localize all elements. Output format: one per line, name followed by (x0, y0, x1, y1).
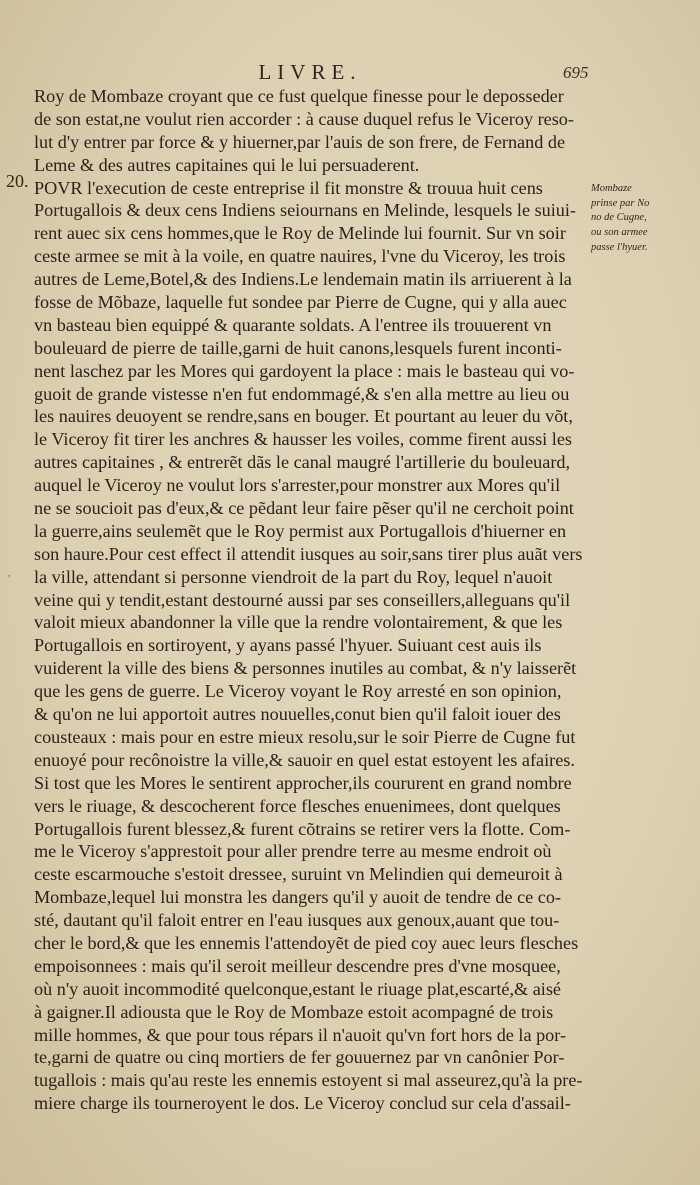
text-line: Portugallois & deux cens Indiens seiournans en Melinde, lesquels le suiui- (34, 200, 576, 221)
text-line: me le Viceroy s'apprestoit pour aller prendre terre au mesme endroit où (34, 841, 552, 862)
text-line: & qu'on ne lui apportoit autres nouuelles,conut bien qu'il faloit iouer des (34, 704, 561, 725)
text-line: guoit de grande vistesse n'en fut endommagé,& s'en alla mettre au lieu ou (34, 383, 570, 404)
text-line: lut d'y entrer par force & y hiuerner,par l'auis de son frere, de Fernand de (34, 131, 566, 152)
text-line: tugallois : mais qu'au reste les ennemis estoyent si mal asseurez,qu'à la pre- (34, 1070, 583, 1091)
text-line: les nauires deuoyent se rendre,sans en bouger. Et pourtant au leuer du võt, (34, 406, 573, 427)
text-line: bouleuard de pierre de taille,garni de huit canons,lesquels furent inconti- (34, 337, 562, 358)
text-line: nent laschez par les Mores qui gardoyent la place : mais le basteau qui vo- (34, 360, 575, 381)
text-line: cousteaux : mais pour en estre mieux resolu,sur le soir Pierre de Cugne fut (34, 726, 576, 747)
text-line: fosse de Mõbaze, laquelle fut sondee par Pierre de Cugne, qui y alla auec (34, 292, 567, 313)
margin-note-line: ou son armee (591, 227, 648, 239)
text-line: sté, dautant qu'il faloit entrer en l'eau iusques aux genoux,auant que tou- (34, 910, 560, 931)
margin-note-line: passe l'hyuer. (591, 241, 648, 253)
margin-note (591, 182, 696, 256)
text-line: vers le riuage, & descocherent force flesches enuenimees, dont quelques (34, 795, 561, 816)
text-line: vuiderent la ville des biens & personnes inutiles au combat, & n'y laisserẽt (34, 658, 577, 679)
text-line: ceste escarmouche s'estoit dressee, suruint vn Melindien qui demeuroit à (34, 864, 563, 885)
text-line: rent auec six cens hommes,que le Roy de Melinde lui fournit. Sur vn soir (34, 223, 566, 244)
text-line: miere charge ils tourneroyent le dos. Le Viceroy conclud sur cela d'assail- (34, 1093, 571, 1114)
text-line: enuoyé pour recônoistre la ville,& sauoir en quel estat estoyent les afaires. (34, 749, 575, 770)
text-line: empoisonnees : mais qu'il seroit meilleur descendre pres d'vne mosquee, (34, 955, 561, 976)
running-header-title: LIVRE. (258, 60, 362, 84)
text-line: Leme & des autres capitaines qui le lui persuaderent. (34, 154, 420, 175)
text-line: POVR l'execution de ceste entreprise il fit monstre & trouua huit cens (34, 177, 543, 198)
margin-note-line: Mombaze (591, 183, 632, 194)
text-line: de son estat,ne voulut rien accorder : à cause duquel refus le Viceroy reso- (34, 108, 574, 129)
text-line: à gaigner.Il adiousta que le Roy de Mombaze estoit acompagné de trois (34, 1001, 554, 1022)
section-number: 20. (6, 171, 29, 191)
margin-mark: , (8, 568, 11, 579)
text-line: veine qui y tendit,estant destourné aussi par ses conseillers,alleguans qu'il (34, 589, 571, 610)
text-line: te,garni de quatre ou cinq mortiers de fer gouuernez par vn canônier Por- (34, 1047, 565, 1068)
text-line: valoit mieux abandonner la ville que la rendre volontairement, & que les (34, 612, 563, 633)
body-text (34, 85, 588, 1115)
text-line: Mombaze,lequel lui monstra les dangers qu'il y auoit de tendre de ce co- (34, 887, 562, 908)
page-number: 695 (563, 63, 589, 82)
text-line: autres capitaines , & entrerẽt dãs le canal maugré l'artillerie du bouleuard, (34, 452, 571, 473)
text-line: cher le bord,& que les ennemis l'attendoyẽt de pied coy auec leurs flesches (34, 932, 579, 953)
text-line: auquel le Viceroy ne voulut lors s'arrester,pour monstrer aux Mores qu'il (34, 475, 561, 496)
text-line: la guerre,ains seulemẽt que le Roy permist aux Portugallois d'hiuerner en (34, 520, 567, 541)
text-line: Portugallois furent blessez,& furent cõtrains se retirer vers la flotte. Com- (34, 818, 571, 839)
text-line: le Viceroy fit tirer les anchres & hausser les voiles, comme firent aussi les (34, 429, 572, 450)
text-line: que les gens de guerre. Le Viceroy voyant le Roy arresté en son opinion, (34, 681, 562, 702)
text-line: ne se soucioit pas d'eux,& ce pẽdant leur faire pẽser qu'il ne cerchoit point (34, 498, 574, 519)
text-line: son haure.Pour cest effect il attendit iusques au soir,sans tirer plus auãt vers (34, 543, 583, 564)
text-line: Portugallois en sortiroyent, y ayans passé l'hyuer. Suiuant cest auis ils (34, 635, 542, 656)
text-line: où n'y auoit incommodité quelconque,estant le riuage plat,escarté,& aisé (34, 978, 562, 999)
text-line: autres de Leme,Botel,& des Indiens.Le lendemain matin ils arriuerent à la (34, 269, 572, 290)
text-line: ceste armee se mit à la voile, en quatre nauires, l'vne du Viceroy, les trois (34, 246, 566, 267)
margin-note-line: prinse par No (591, 197, 650, 209)
text-line: Si tost que les Mores le sentirent approcher,ils coururent en grand nombre (34, 772, 572, 793)
text-line: Roy de Mombaze croyant que ce fust quelque finesse pour le deposseder (34, 86, 564, 106)
margin-note-line: no de Cugne, (591, 212, 647, 224)
text-line: vn basteau bien equippé & quarante soldats. A l'entree ils trouuerent vn (34, 314, 552, 335)
text-line: mille hommes, & que pour tous répars il n'auoit qu'vn fort hors de la por- (34, 1024, 567, 1045)
text-line: la ville, attendant si personne viendroit de la part du Roy, lequel n'auoit (34, 566, 553, 587)
